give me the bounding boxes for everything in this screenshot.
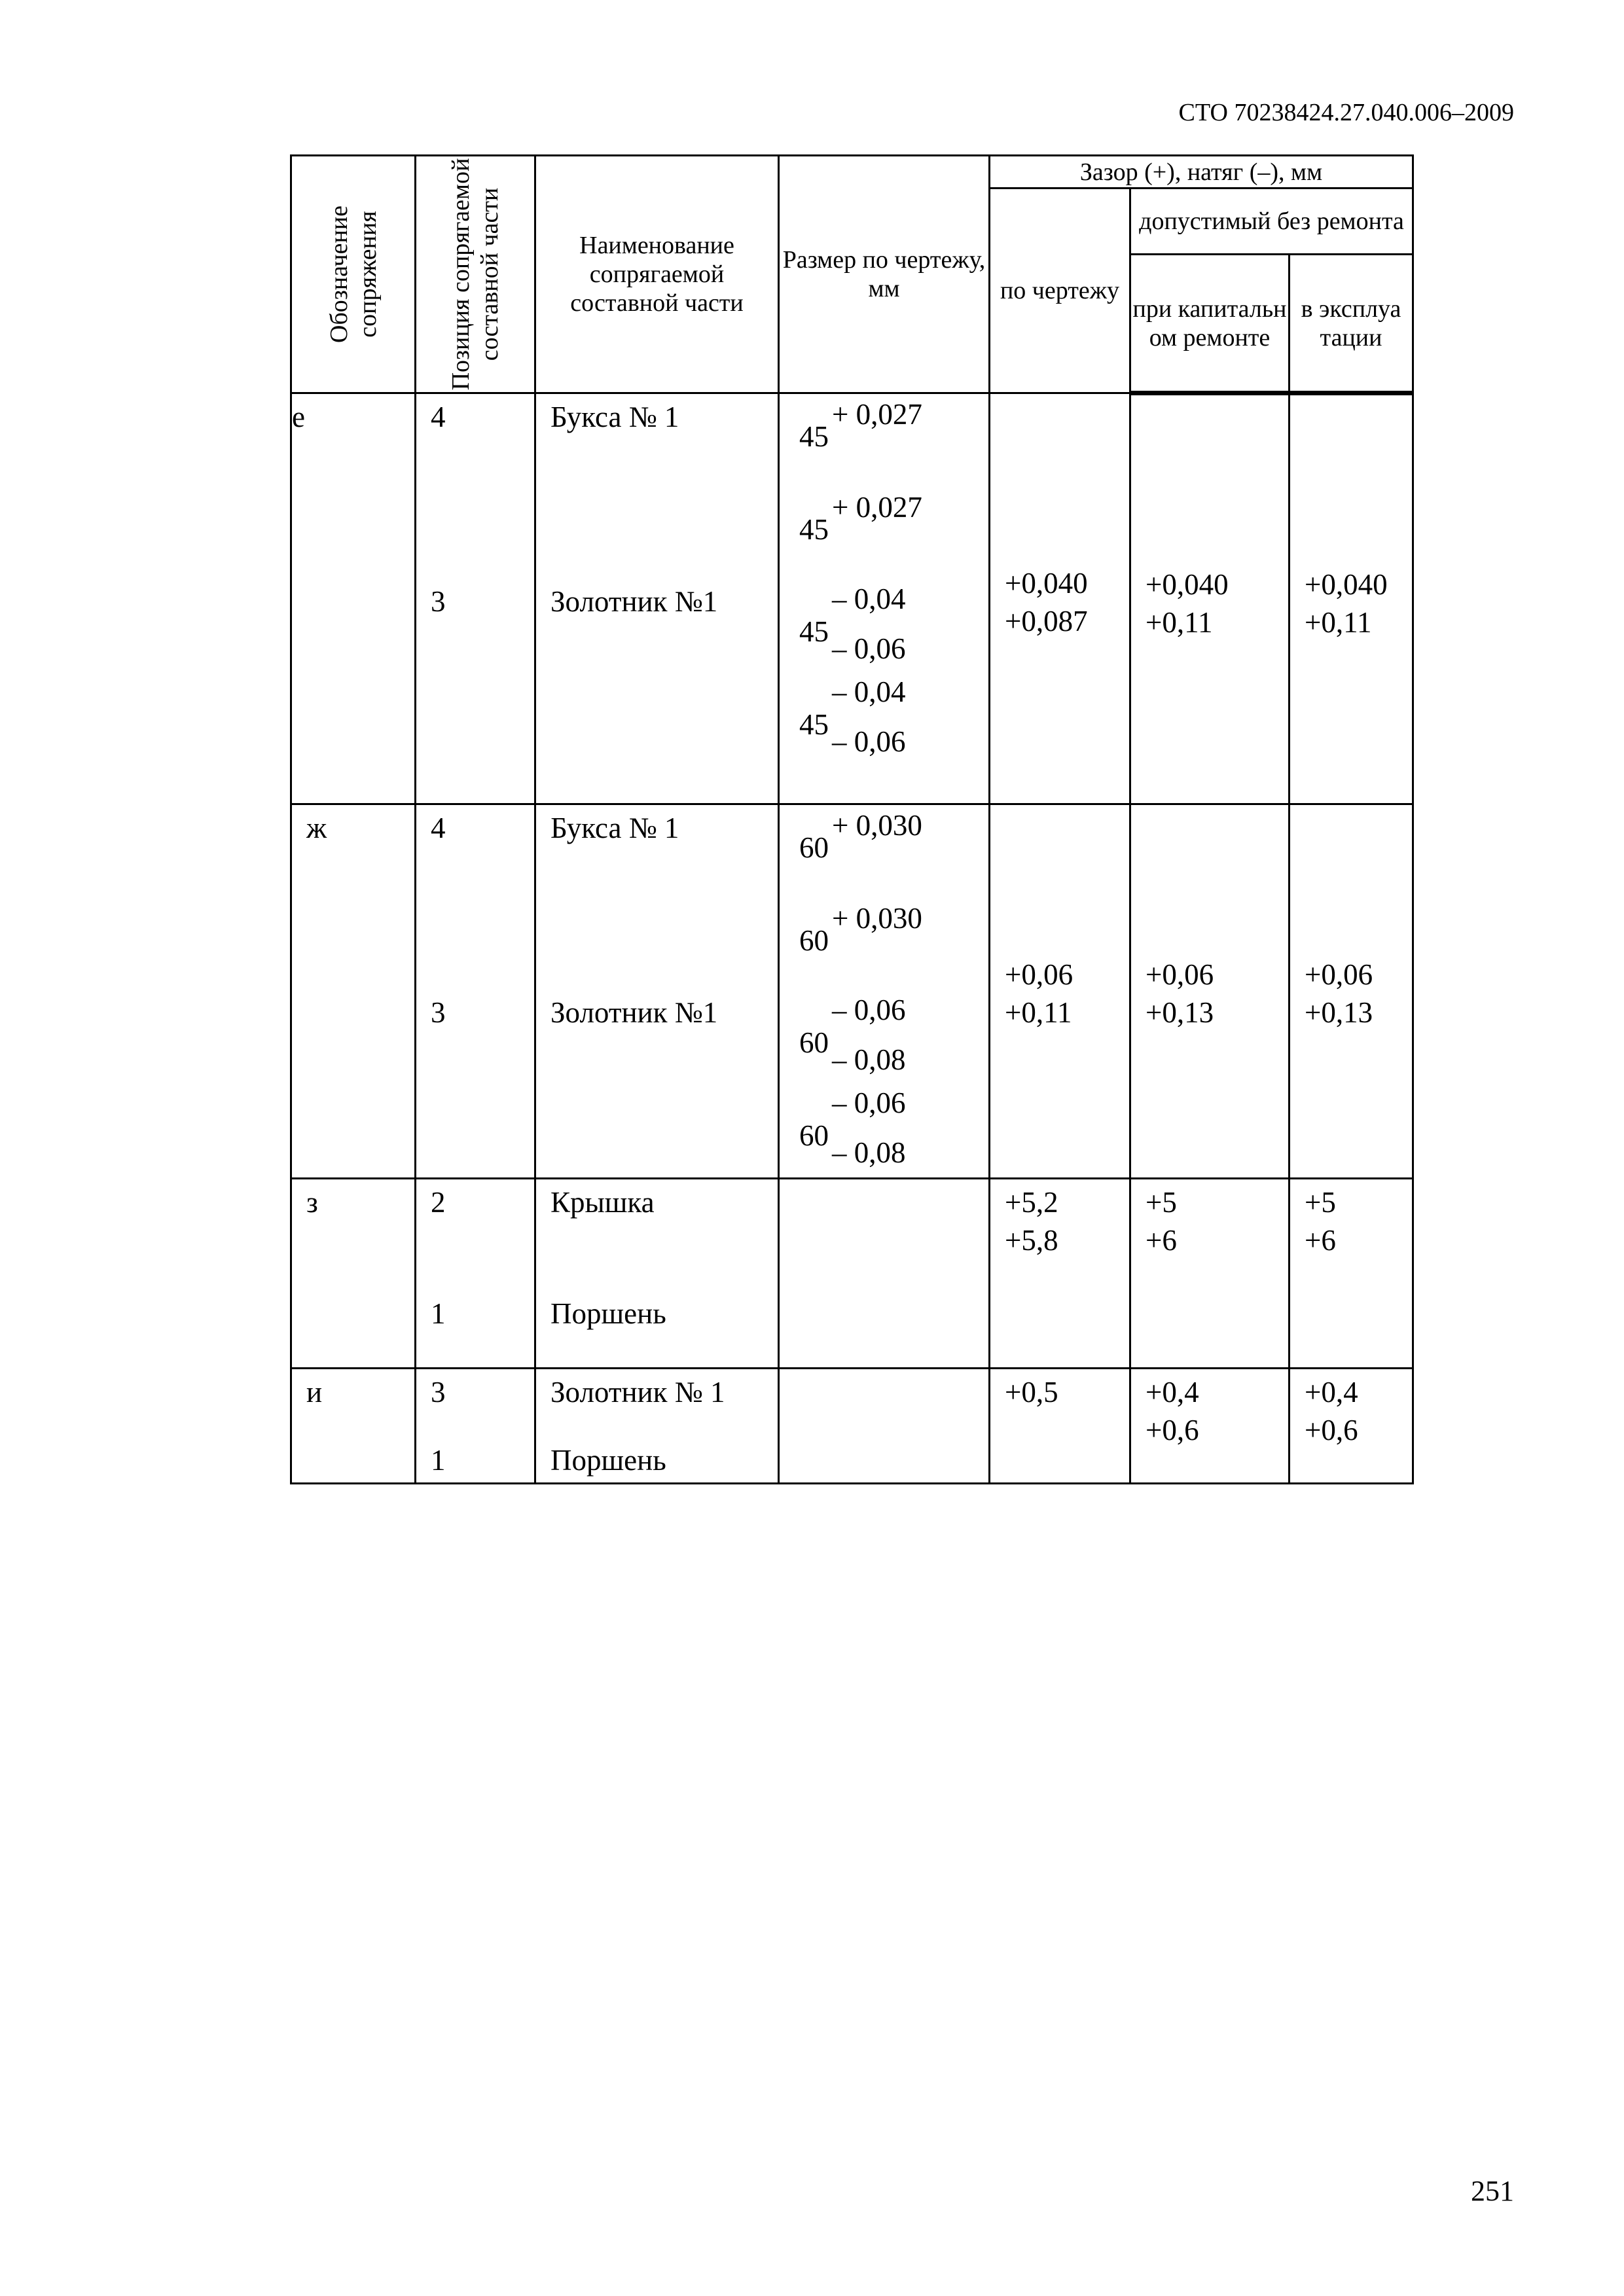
part-names: Букса № 1 Золотник №1 [535,804,779,1179]
gap-by-drawing: +0,5 [990,1369,1130,1484]
part-positions: 4 3 [416,804,535,1179]
dimension: 45 + 0,027 [799,398,922,453]
part-positions: 3 1 [416,1369,535,1484]
header-gap-group: Зазор (+), натяг (–), мм [990,156,1413,188]
drawing-sizes [779,393,990,804]
dimension: 45 – 0,04 – 0,06 [799,675,906,758]
header-position: Позиция сопрягаемой составной части [416,156,535,393]
header-by-drawing: по чертежу [990,188,1130,393]
gap-capital-repair: +5 +6 [1130,1179,1290,1369]
gap-operation: +0,06 +0,13 [1290,804,1413,1179]
document-code: СТО 70238424.27.040.006–2009 [1178,99,1514,126]
drawing-sizes [779,1369,990,1484]
mating-clearance-table [290,154,1414,1484]
drawing-sizes [779,804,990,1179]
gap-operation: +5 +6 [1290,1179,1413,1369]
gap-by-drawing: +0,040 +0,087 [990,393,1130,804]
header-size: Размер по чертежу, мм [779,156,990,393]
header-operation: в эксплуа тации [1290,255,1413,393]
page-number: 251 [1471,2175,1514,2207]
mating-code: з [291,1179,416,1369]
gap-capital-repair: +0,4 +0,6 [1130,1369,1290,1484]
table-row [291,1369,1413,1484]
mating-code: и [291,1369,416,1484]
gap-by-drawing: +5,2 +5,8 [990,1179,1130,1369]
part-positions: 4 3 [416,393,535,804]
table-row [291,1179,1413,1369]
part-positions: 2 1 [416,1179,535,1369]
dimension: 45 – 0,04 – 0,06 [799,583,906,665]
header-code: Обозначение сопряжения [291,156,416,393]
gap-operation: +0,040 +0,11 [1290,393,1413,804]
header-name: Наименование сопрягаемой составной части [535,156,779,393]
dimension: 60 – 0,06 – 0,08 [799,994,906,1076]
part-names: Крышка Поршень [535,1179,779,1369]
header-allowed-group: допустимый без ремонта [1130,188,1413,255]
gap-capital-repair: +0,040 +0,11 [1130,393,1290,804]
part-names: Букса № 1 Золотник №1 [535,393,779,804]
header-capital-repair: при капитальн ом ремонте [1130,255,1290,393]
gap-operation: +0,4 +0,6 [1290,1369,1413,1484]
gap-by-drawing: +0,06 +0,11 [990,804,1130,1179]
table-row [291,393,1413,804]
mating-code: е [291,393,416,804]
mating-code: ж [291,804,416,1179]
dimension: 60 + 0,030 [799,809,922,864]
table-row [291,804,1413,1179]
gap-capital-repair: +0,06 +0,13 [1130,804,1290,1179]
drawing-sizes [779,1179,990,1369]
dimension: 60 – 0,06 – 0,08 [799,1086,906,1169]
part-names: Золотник № 1 Поршень [535,1369,779,1484]
dimension: 60 + 0,030 [799,902,922,957]
dimension: 45 + 0,027 [799,491,922,546]
